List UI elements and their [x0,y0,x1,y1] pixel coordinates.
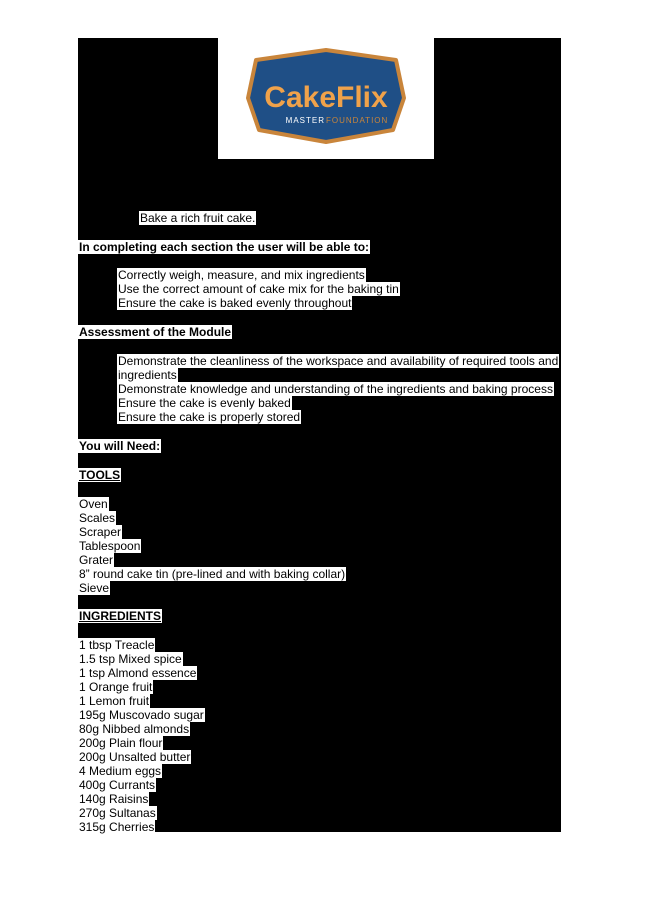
cakeflix-logo [218,38,434,159]
outcome-item: Ensure the cake is baked evenly throughout [118,296,352,310]
ingredient-item: 200g Plain flour [79,736,163,750]
assessment-item: ingredients [118,368,177,382]
tool-item: Scraper [79,525,122,539]
ingredient-item: 1 Lemon fruit [79,694,150,708]
outcome-item: Use the correct amount of cake mix for the baking tin [118,282,399,296]
ingredients-heading: INGREDIENTS [79,609,162,623]
tool-item: Grater [79,553,114,567]
logo-sub1-text: MASTER [285,116,325,125]
intro-text: Bake a rich fruit cake. [140,211,256,225]
ingredient-item: 400g Currants [79,778,156,792]
ingredient-item: 270g Sultanas [79,806,156,820]
ingredient-item: 80g Nibbed almonds [79,722,190,736]
ingredient-item: 200g Unsalted butter [79,750,191,764]
assessment-heading: Assessment of the Module [79,325,232,339]
tool-item: Sieve [79,581,110,595]
tools-heading: TOOLS [79,468,121,482]
ingredient-item: 1.5 tsp Mixed spice [79,652,182,666]
ingredient-item: 1 Orange fruit [79,680,153,694]
ingredient-item: 1 tsp Almond essence [79,666,197,680]
logo-brand-text: CakeFlix [264,81,388,114]
ingredient-item: 195g Muscovado sugar [79,708,204,722]
tool-item: 8” round cake tin (pre-lined and with baking collar) [79,567,346,581]
logo-sub2-text: FOUNDATION [326,116,389,125]
ingredient-item: 140g Raisins [79,792,149,806]
ingredient-item: 1 tbsp Treacle [79,638,155,652]
ingredient-item: 315g Cherries [79,820,155,834]
need-heading: You will Need: [79,439,161,453]
assessment-item: Demonstrate knowledge and understanding of the ingredients and baking process [118,382,553,396]
tool-item: Tablespoon [79,539,141,553]
tool-item: Oven [79,497,108,511]
assessment-item: Ensure the cake is properly stored [118,410,301,424]
assessment-item: Ensure the cake is evenly baked [118,396,291,410]
tool-item: Scales [79,511,116,525]
assessment-item: Demonstrate the cleanliness of the workspace and availability of required tools and [118,354,559,368]
ingredient-item: 4 Medium eggs [79,764,162,778]
outcome-item: Correctly weigh, measure, and mix ingredients [118,268,365,282]
logo-panel [218,38,434,159]
outcomes-heading: In completing each section the user will be able to: [79,240,370,254]
